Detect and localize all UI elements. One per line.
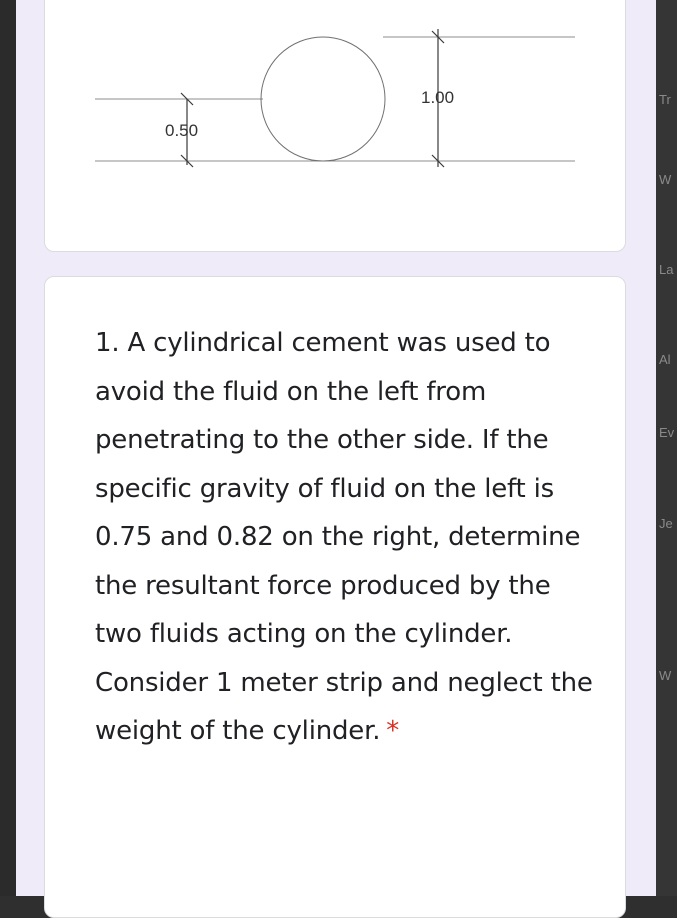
cylinder-figure (45, 0, 625, 251)
dim-left-label: 0.50 (165, 121, 199, 140)
background-glyph: W (659, 668, 672, 683)
required-asterisk: * (386, 716, 400, 746)
question-title (95, 319, 595, 756)
background-glyph: W (659, 172, 672, 187)
form-page (16, 0, 656, 896)
dim-right-label: 1.00 (421, 88, 455, 107)
question-text: 1. A cylindrical cement was used to avoid the fluid on the left from penetrating to the other side. If the specific gravity of fluid on the left is 0.75 and 0.82 on the right, determine the resultant force produced by the two fluids acting on the cylinder. Consider 1 meter strip and neglect the weight of the cylinder. (95, 328, 593, 746)
background-glyph: La (659, 262, 674, 277)
figure-card (44, 0, 626, 252)
background-right-edge (656, 0, 677, 896)
background-glyph: Je (659, 516, 673, 531)
question-card (44, 276, 626, 918)
cylinder-circle (261, 37, 385, 161)
background-glyph: Tr (659, 92, 671, 107)
background-left-edge (0, 0, 16, 896)
background-glyph: Al (659, 352, 671, 367)
background-glyph: Ev (659, 425, 675, 440)
